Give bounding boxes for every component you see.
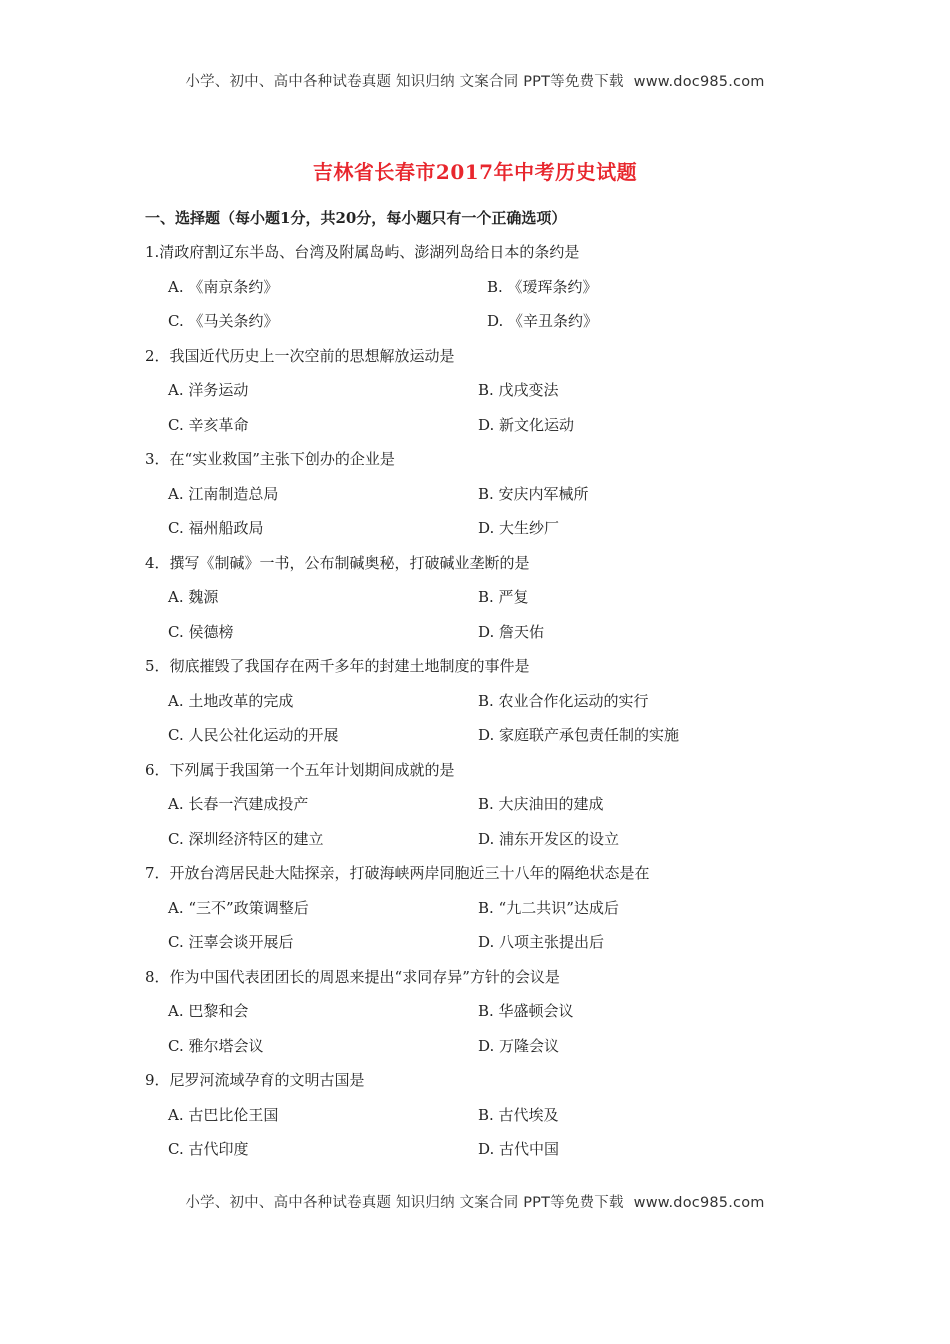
option-a: A. 魏源: [168, 588, 219, 606]
question: [0, 242, 950, 346]
option-d: D. 八项主张提出后: [478, 933, 605, 951]
option-b: B. 大庆油田的建成: [478, 795, 604, 813]
question: [0, 967, 950, 1071]
option-c: C. 辛亥革命: [168, 415, 249, 434]
question: [0, 863, 950, 967]
option-b: B. “九二共识”达成后: [478, 898, 619, 917]
question-stem: 8．作为中国代表团团长的周恩来提出“求同存异”方针的会议是: [145, 967, 560, 986]
option-b: B. 华盛顿会议: [478, 1002, 574, 1020]
option-d: D. 浦东开发区的设立: [478, 829, 620, 848]
banner-text: 小学、初中、高中各种试卷真题 知识归纳 文案合同 PPT等免费下载: [185, 1195, 624, 1211]
option-d: D. 新文化运动: [478, 415, 575, 434]
question-stem: 9．尼罗河流域孕育的文明古国是: [145, 1071, 365, 1089]
question: [0, 553, 950, 657]
option-d: D. 万隆会议: [478, 1036, 560, 1055]
option-c: C. 深圳经济特区的建立: [168, 829, 324, 848]
option-b: B. 农业合作化运动的实行: [478, 691, 649, 710]
option-b: B. 安庆内军械所: [478, 484, 589, 503]
option-d: D. 大生纱厂: [478, 519, 560, 537]
question: [0, 346, 950, 450]
option-d: D. 家庭联产承包责任制的实施: [478, 726, 680, 744]
option-b: B. 严复: [478, 588, 529, 606]
option-b: B. 古代埃及: [478, 1105, 559, 1124]
option-d: D. 詹天佑: [478, 622, 545, 641]
option-a: A. 江南制造总局: [168, 484, 279, 503]
option-a: A. 长春一汽建成投产: [168, 795, 309, 813]
option-c: C. 人民公社化运动的开展: [168, 726, 339, 744]
question-list: [0, 242, 950, 1174]
question-stem: 1.清政府割辽东半岛、台湾及附属岛屿、澎湖列岛给日本的条约是: [145, 243, 580, 261]
section-header: 一、选择题（每小题1分，共20分，每小题只有一个正确选项）: [145, 209, 567, 227]
option-c: C. 古代印度: [168, 1140, 249, 1158]
option-a: A. 《南京条约》: [168, 277, 279, 296]
question: [0, 1070, 950, 1174]
question: [0, 656, 950, 760]
option-d: D. 《辛丑条约》: [487, 312, 599, 330]
question-stem: 4．撰写《制碱》一书，公布制碱奥秘，打破碱业垄断的是: [145, 553, 530, 572]
option-d: D. 古代中国: [478, 1140, 560, 1158]
question-stem: 2．我国近代历史上一次空前的思想解放运动是: [145, 346, 455, 365]
option-b: B. 戊戌变法: [478, 381, 559, 399]
header-banner: [0, 70, 950, 91]
option-c: C. 侯德榜: [168, 622, 234, 641]
option-a: A. 洋务运动: [168, 381, 249, 399]
banner-text: 小学、初中、高中各种试卷真题 知识归纳 文案合同 PPT等免费下载: [185, 74, 624, 90]
option-a: A. “三不”政策调整后: [168, 898, 309, 917]
option-c: C. 雅尔塔会议: [168, 1036, 264, 1055]
option-a: A. 土地改革的完成: [168, 691, 294, 710]
question: [0, 449, 950, 553]
question-stem: 5．彻底摧毁了我国存在两千多年的封建土地制度的事件是: [145, 657, 530, 675]
banner-url[interactable]: www.doc985.com: [633, 1195, 765, 1211]
question: [0, 760, 950, 864]
banner-url[interactable]: www.doc985.com: [633, 74, 765, 90]
option-b: B. 《瑷珲条约》: [487, 277, 598, 296]
option-c: C. 汪辜会谈开展后: [168, 933, 294, 951]
question-stem: 7．开放台湾居民赴大陆探亲，打破海峡两岸同胞近三十八年的隔绝状态是在: [145, 864, 650, 882]
option-c: C. 《马关条约》: [168, 312, 279, 330]
question-stem: 3．在“实业救国”主张下创办的企业是: [145, 450, 395, 468]
option-c: C. 福州船政局: [168, 519, 264, 537]
option-a: A. 古巴比伦王国: [168, 1105, 279, 1124]
question-stem: 6．下列属于我国第一个五年计划期间成就的是: [145, 760, 455, 779]
option-a: A. 巴黎和会: [168, 1002, 249, 1020]
footer-banner: [0, 1191, 950, 1212]
page-title: 吉林省长春市2017年中考历史试题: [312, 160, 638, 184]
